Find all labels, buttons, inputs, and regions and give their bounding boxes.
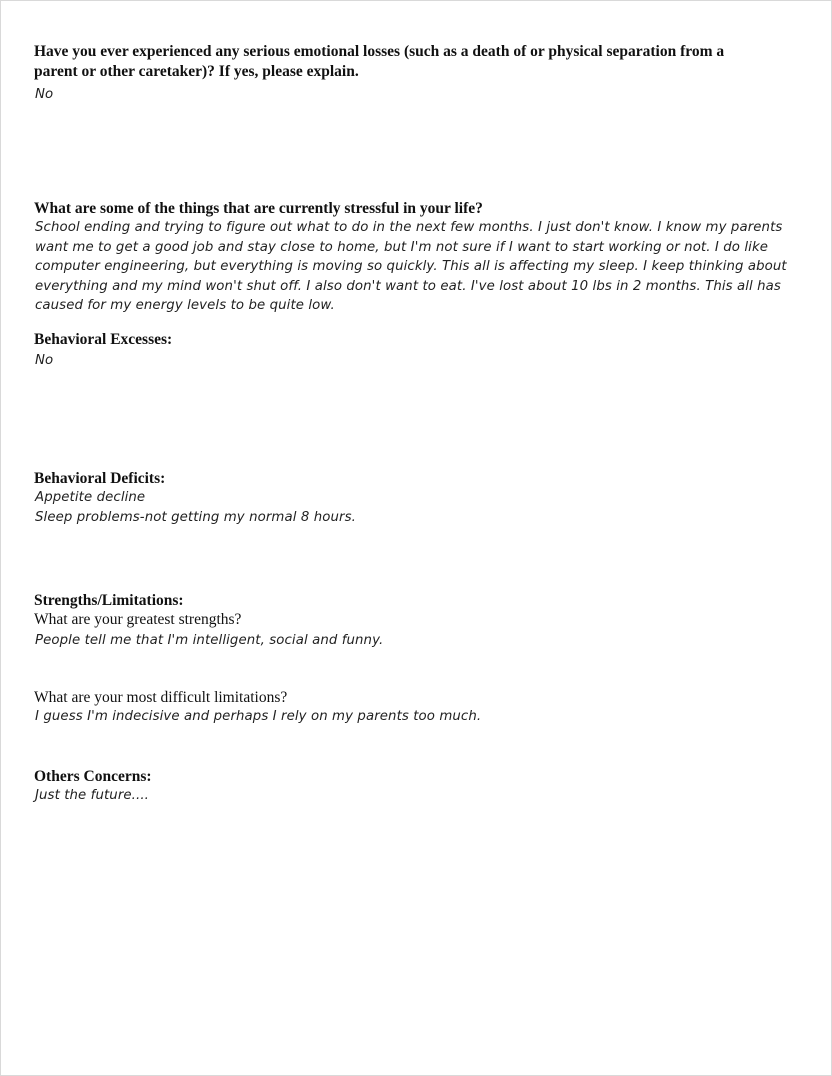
others-answer: Just the future.... <box>35 788 149 803</box>
excesses-answer: No <box>35 353 54 368</box>
stress-answer-line-4: everything and my mind won't shut off. I also don't want to eat. I've lost about 10 lbs in 2 months. This all has <box>35 278 781 294</box>
strengths-limitations-heading: Strengths/Limitations: <box>34 592 184 609</box>
losses-question-line-2: parent or other caretaker)? If yes, please explain. <box>34 63 359 80</box>
deficits-answer-line-2: Sleep problems-not getting my normal 8 hours. <box>35 509 356 525</box>
losses-question-line-1: Have you ever experienced any serious emotional losses (such as a death of or physical separation from a <box>34 43 725 60</box>
losses-question <box>34 42 724 82</box>
limitations-answer: I guess I'm indecisive and perhaps I rely on my parents too much. <box>35 709 482 724</box>
stress-answer-line-2: want me to get a good job and stay close to home, but I'm not sure if I want to start working or not. I do like <box>35 239 769 255</box>
stress-answer <box>35 218 787 316</box>
limitations-question: What are your most difficult limitations? <box>34 689 288 706</box>
strengths-question: What are your greatest strengths? <box>34 611 242 628</box>
deficits-answer-line-1: Appetite decline <box>35 490 146 505</box>
deficits-answer <box>35 488 356 527</box>
stress-answer-line-3: computer engineering, but everything is moving so quickly. This all is affecting my sleep. I keep thinking about <box>35 259 787 274</box>
excesses-heading: Behavioral Excesses: <box>34 331 173 348</box>
losses-answer: No <box>35 87 54 102</box>
others-heading: Others Concerns: <box>34 768 152 785</box>
stress-answer-line-5: caused for my energy levels to be quite low. <box>35 298 335 313</box>
deficits-heading: Behavioral Deficits: <box>34 470 166 487</box>
strengths-answer: People tell me that I'm intelligent, social and funny. <box>35 633 384 648</box>
stress-answer-line-1: School ending and trying to figure out what to do in the next few months. I just don't know. I know my parents <box>35 220 783 235</box>
stress-question: What are some of the things that are currently stressful in your life? <box>34 200 483 217</box>
